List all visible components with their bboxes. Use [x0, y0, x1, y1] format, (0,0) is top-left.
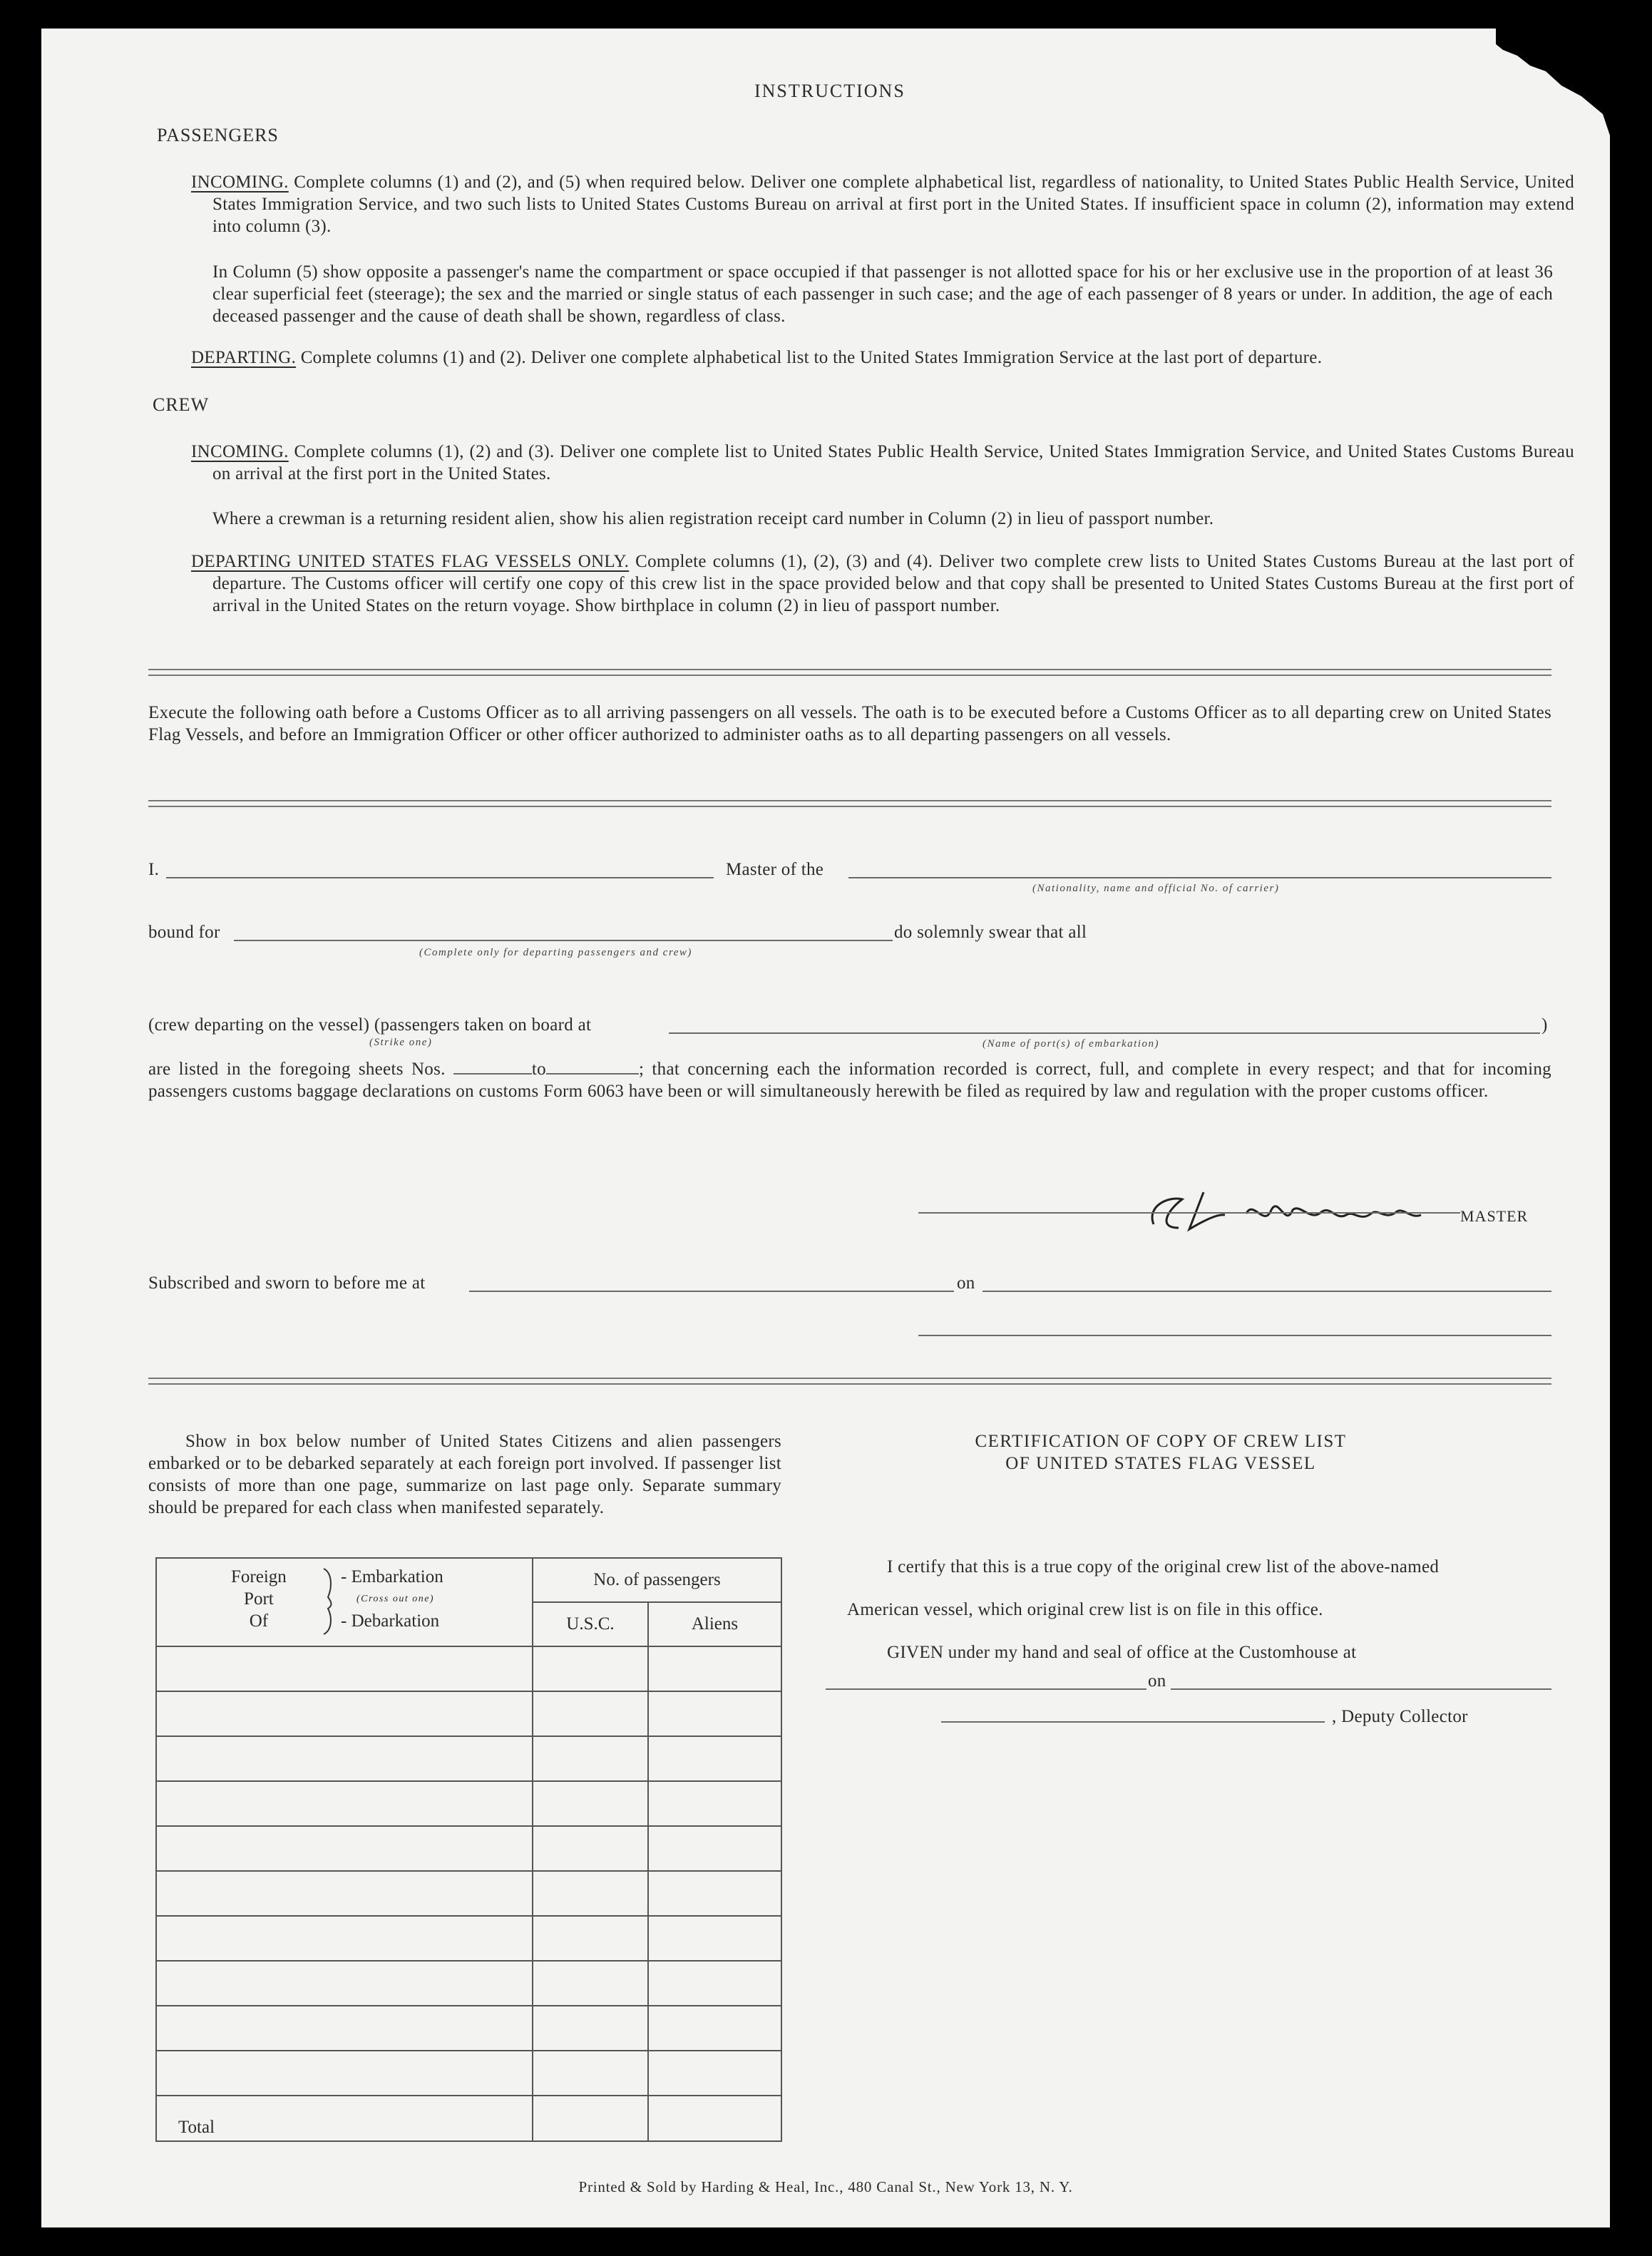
bound-note: (Complete only for departing passengers and crew)	[419, 947, 692, 958]
torn-corner	[1496, 29, 1610, 135]
aliens-cell[interactable]	[648, 1691, 781, 1736]
aliens-cell[interactable]	[648, 2051, 781, 2096]
master-name-line[interactable]	[166, 877, 714, 878]
certification-title-line-1: CERTIFICATION OF COPY OF CREW LIST	[975, 1432, 1347, 1451]
vessel-line[interactable]	[848, 877, 1551, 878]
certify-line-1: I certify that this is a true copy of the original crew list of the above-named	[887, 1557, 1440, 1576]
port-cell[interactable]	[156, 2051, 533, 2096]
oath-intro: Execute the following oath before a Customs Officer as to all arriving passengers on all vessels. The oath is to be executed before a Customs Officer as to all departing crew on United States Flag Vessels, and before an Immigration Officer or other officer authorized to administer oaths as to all departing passengers on all vessels.	[148, 703, 1551, 744]
usc-cell[interactable]	[533, 1826, 648, 1871]
close-paren: )	[1541, 1015, 1548, 1035]
swear-label: do solemnly swear that all	[894, 923, 1087, 942]
passengers-departing-text: Complete columns (1) and (2). Deliver one complete alphabetical list to the United States Immigration Service at the last port of departure.	[300, 348, 1323, 367]
master-signature	[1139, 1178, 1453, 1242]
bound-for-line[interactable]	[234, 940, 893, 941]
sheet-from-line[interactable]	[453, 1060, 532, 1075]
officer-signature-line[interactable]	[918, 1335, 1551, 1336]
column5-paragraph: In Column (5) show opposite a passenger's name the compartment or space occupied if that passenger is not allotted space for his or her exclusive use in the proportion of at least 36 clear superficial feet (steerage); the sex and the married or single status of each passenger in such case; and the age of each passenger of 8 years or under. In addition, the age of each deceased passenger and the cause of death shall be shown, regardless of class.	[212, 262, 1553, 326]
embarkation-port-line[interactable]	[669, 1032, 1540, 1034]
usc-total-cell[interactable]	[533, 2096, 648, 2141]
aliens-cell[interactable]	[648, 1781, 781, 1826]
aliens-cell[interactable]	[648, 1961, 781, 2006]
master-of-label: Master of the	[726, 860, 824, 879]
strike-note: (Strike one)	[369, 1037, 433, 1048]
printer-footer: Printed & Sold by Harding & Heal, Inc., 480 Canal St., New York 13, N. Y.	[578, 2178, 1073, 2195]
usc-cell[interactable]	[533, 2006, 648, 2051]
certification-title	[911, 1430, 1410, 1475]
crew-departing-label: (crew departing on the vessel) (passengers taken on board at	[148, 1015, 592, 1035]
aliens-cell[interactable]	[648, 2006, 781, 2051]
divider	[148, 800, 1551, 807]
port-cell[interactable]	[156, 1646, 533, 1691]
port-cell[interactable]	[156, 1916, 533, 1961]
oath-i-label: I.	[148, 860, 160, 879]
page-title: INSTRUCTIONS	[754, 81, 905, 101]
passengers-heading: PASSENGERS	[157, 125, 279, 145]
passengers-departing-label: DEPARTING.	[191, 348, 297, 367]
master-label: MASTER	[1460, 1207, 1529, 1225]
listed-to: to	[531, 1060, 546, 1079]
signature-line[interactable]	[918, 1212, 1460, 1214]
passenger-summary-table	[155, 1557, 782, 2142]
passengers-incoming-text: Complete columns (1) and (2), and (5) when required below. Deliver one complete alphabetical list, regardless of nationality, to United States Public Health Service, United States Immigration Service, and two such lists to United States Customs Bureau on arrival at first port in the United States. If insufficient space in column (2), information may extend into column (3).	[212, 173, 1574, 236]
bound-for-label: bound for	[148, 923, 220, 942]
certify-on-label: on	[1148, 1671, 1166, 1691]
cross-out-note: (Cross out one)	[356, 1594, 435, 1604]
passengers-departing-paragraph	[191, 347, 1553, 369]
passengers-incoming-label: INCOMING.	[191, 173, 289, 192]
no-of-passengers-header: No. of passengers	[533, 1558, 781, 1602]
subscribed-on-label: on	[957, 1273, 975, 1293]
crew-incoming-paragraph	[191, 441, 1574, 485]
port-cell[interactable]	[156, 2006, 533, 2051]
foreign-label: Foreign	[231, 1567, 287, 1586]
form-page	[41, 29, 1610, 2227]
listed-c: that for incoming passengers customs baggage declarations on customs Form 6063 have been or will simultaneously herewith be filed as required by law and regulation with the proper customs officer.	[148, 1060, 1551, 1101]
aliens-cell[interactable]	[648, 1871, 781, 1916]
subscribed-place-line[interactable]	[469, 1291, 954, 1292]
certification-title-line-2: OF UNITED STATES FLAG VESSEL	[1005, 1454, 1316, 1473]
aliens-cell[interactable]	[648, 1736, 781, 1781]
aliens-header: Aliens	[648, 1602, 781, 1646]
total-label: Total	[178, 2118, 215, 2137]
usc-header: U.S.C.	[533, 1602, 648, 1646]
of-label: Of	[249, 1611, 269, 1631]
deputy-collector-line[interactable]	[941, 1721, 1325, 1723]
port-cell[interactable]	[156, 1961, 533, 2006]
port-cell[interactable]	[156, 1736, 533, 1781]
port-cell[interactable]	[156, 1871, 533, 1916]
crew-departing-label: DEPARTING UNITED STATES FLAG VESSELS ONLY.	[191, 552, 630, 571]
usc-cell[interactable]	[533, 1781, 648, 1826]
aliens-cell[interactable]	[648, 1646, 781, 1691]
divider	[148, 1378, 1551, 1385]
aliens-total-cell[interactable]	[648, 2096, 781, 2141]
sheet-to-line[interactable]	[546, 1060, 639, 1075]
port-label: Port	[244, 1589, 274, 1609]
crew-incoming-label: INCOMING.	[191, 442, 289, 461]
crew-departing-paragraph	[191, 550, 1574, 617]
usc-cell[interactable]	[533, 1691, 648, 1736]
total-label-cell	[156, 2096, 533, 2141]
port-cell[interactable]	[156, 1691, 533, 1736]
passengers-incoming-paragraph	[191, 171, 1574, 237]
subscribed-label: Subscribed and sworn to before me at	[148, 1273, 426, 1293]
usc-cell[interactable]	[533, 1736, 648, 1781]
crew-departing-text: Complete columns (1), (2), (3) and (4). Deliver two complete crew lists to United States Customs Bureau at the last port of departure. The Customs officer will certify one copy of this crew list in the space provided below and that copy shall be presented to United States Customs Bureau at the first port of arrival in the United States on the return voyage. Show birthplace in column (2) in lieu of passport number.	[212, 552, 1574, 615]
usc-cell[interactable]	[533, 1646, 648, 1691]
certify-line-3: GIVEN under my hand and seal of office at the Customhouse at	[887, 1643, 1357, 1662]
aliens-cell[interactable]	[648, 1826, 781, 1871]
listed-b: ; that concerning each the information recorded is correct, full, and complete in every respect; and	[638, 1060, 1410, 1079]
aliens-cell[interactable]	[648, 1916, 781, 1961]
deputy-collector-label: , Deputy Collector	[1332, 1707, 1468, 1726]
debarkation-option[interactable]: - Debarkation	[341, 1611, 440, 1631]
embarkation-option[interactable]: - Embarkation	[341, 1567, 443, 1586]
brace-icon	[321, 1566, 337, 1637]
crew-heading: CREW	[153, 394, 210, 415]
nationality-note: (Nationality, name and official No. of carrier)	[1032, 883, 1280, 894]
listed-a: are listed in the foregoing sheets Nos.	[148, 1060, 446, 1079]
port-note: (Name of port(s) of embarkation)	[983, 1038, 1159, 1050]
divider	[148, 669, 1551, 676]
crew-incoming-text: Complete columns (1), (2) and (3). Deliver one complete list to United States Public Health Service, United States Immigration Service, and United States Customs Bureau on arrival at the first port in the United States.	[212, 442, 1574, 483]
summary-instructions: Show in box below number of United States Citizens and alien passengers embarked or to be debarked separately at each foreign port involved. If passenger list consists of more than one page, summarize on last page only. Separate summary should be prepared for each class when manifested separately.	[148, 1432, 781, 1517]
customhouse-place-line[interactable]	[826, 1688, 1146, 1690]
port-cell[interactable]	[156, 1826, 533, 1871]
port-cell[interactable]	[156, 1781, 533, 1826]
usc-cell[interactable]	[533, 2051, 648, 2096]
usc-cell[interactable]	[533, 1961, 648, 2006]
port-header-cell	[156, 1558, 533, 1646]
subscribed-date-line[interactable]	[983, 1291, 1551, 1292]
usc-cell[interactable]	[533, 1871, 648, 1916]
certify-date-line[interactable]	[1171, 1688, 1551, 1690]
crew-resident-paragraph: Where a crewman is a returning resident alien, show his alien registration receipt card number in Column (2) in lieu of passport number.	[212, 509, 1214, 528]
certify-line-2: American vessel, which original crew list is on file in this office.	[847, 1600, 1323, 1619]
sheets-paragraph	[148, 1058, 1551, 1102]
usc-cell[interactable]	[533, 1916, 648, 1961]
